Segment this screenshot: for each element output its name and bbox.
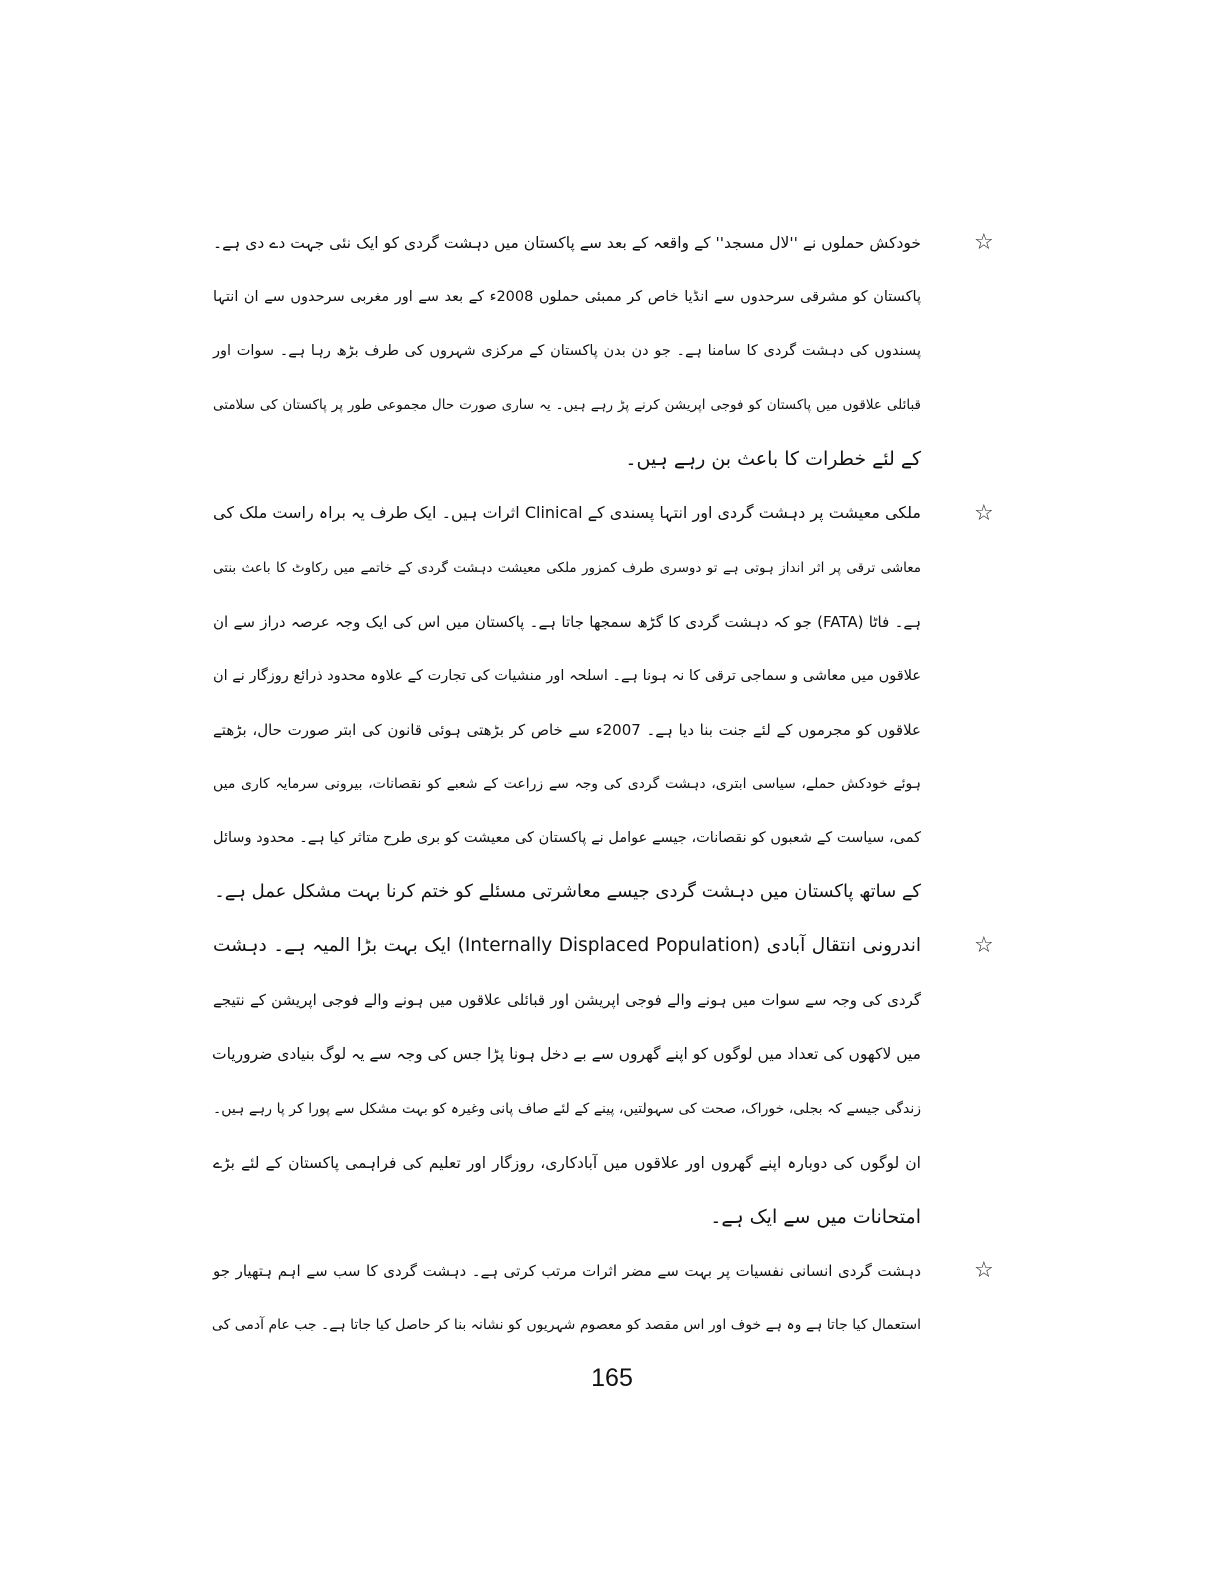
text-line: کے ساتھ پاکستان میں دہشت گردی جیسے معاشرتی مسئلے کو ختم کرنا بہت مشکل عمل ہے۔ bbox=[214, 881, 921, 903]
text-line: امتحانات میں سے ایک ہے۔ bbox=[710, 1205, 921, 1228]
text-line: اندرونی انتقال آبادی (Internally Displaced Population) ایک بہت بڑا المیہ ہے۔ دہشت bbox=[213, 935, 921, 957]
paragraph-suicide-attacks bbox=[213, 216, 921, 486]
text-line: علاقوں میں معاشی و سماجی ترقی کا نہ ہونا ہے۔ اسلحہ اور منشیات کی تجارت کے علاوہ محدود ذرائع روزگار نے ان bbox=[213, 667, 921, 684]
text-line: ان لوگوں کی دوبارہ اپنے گھروں اور علاقوں میں آبادکاری، روزگار اور تعلیم کی فراہمی پاکستان کے لئے بڑے bbox=[213, 1153, 921, 1172]
page-number: 165 bbox=[591, 1364, 633, 1392]
star-outline-icon: ☆ bbox=[974, 500, 994, 526]
text-line: ملکی معیشت پر دہشت گردی اور انتہا پسندی کے Clinical اثرات ہیں۔ ایک طرف یہ براہ راست ملک کی bbox=[213, 503, 921, 523]
text-line: میں لاکھوں کی تعداد میں لوگوں کو اپنے گھروں سے بے دخل ہونا پڑا جس کی وجہ سے یہ لوگ بنیادی ضروریات bbox=[211, 1045, 921, 1064]
paragraph-economy bbox=[213, 486, 921, 919]
text-line: قبائلی علاقوں میں پاکستان کو فوجی اپریشن کرنے پڑ رہے ہیں۔ یہ ساری صورت حال مجموعی طور پر پاکستان کی سلامتی bbox=[213, 397, 921, 414]
text-line: استعمال کیا جاتا ہے وہ ہے خوف اور اس مقصد کو معصوم شہریوں کو نشانہ بنا کر حاصل کیا جاتا ہے۔ جب عام آدمی کی bbox=[211, 1316, 921, 1333]
body-text bbox=[213, 216, 921, 1352]
star-outline-icon: ☆ bbox=[974, 1257, 994, 1283]
star-outline-icon: ☆ bbox=[974, 230, 994, 255]
text-line: ہے۔ فاٹا (FATA) جو کہ دہشت گردی کا گڑھ سمجھا جاتا ہے۔ پاکستان میں اس کی ایک وجہ عرصہ دراز سے ان bbox=[213, 612, 921, 631]
text-line: ہوئے خودکش حملے، سیاسی ابتری، دہشت گردی کی وجہ سے زراعت کے شعبے کو نقصانات، بیرونی سرمایہ کاری میں bbox=[213, 775, 921, 792]
text-line: گردی کی وجہ سے سوات میں ہونے والے فوجی اپریشن اور قبائلی علاقوں میں ہونے والے فوجی اپریشن کے نتیجے bbox=[213, 991, 921, 1010]
text-line: خودکش حملوں نے ''لال مسجد'' کے واقعہ کے بعد سے پاکستان میں دہشت گردی کو ایک نئی جہت دے دی ہے۔ bbox=[213, 234, 921, 252]
text-line: معاشی ترقی پر اثر انداز ہوتی ہے تو دوسری طرف کمزور ملکی معیشت دہشت گردی کے خاتمے میں رکاوٹ کا باعث بنتی bbox=[213, 559, 921, 576]
text-line: کمی، سیاست کے شعبوں کو نقصانات، جیسے عوامل نے پاکستان کی معیشت کو بری طرح متاثر کیا ہے۔ محدود وسائل bbox=[213, 830, 921, 847]
text-line: پاکستان کو مشرقی سرحدوں سے انڈیا خاص کر ممبئی حملوں 2008ء کے بعد سے اور مغربی سرحدوں سے ان انتہا bbox=[213, 289, 921, 306]
paragraph-displaced-population bbox=[213, 919, 921, 1244]
text-line: پسندوں کی دہشت گردی کا سامنا ہے۔ جو دن بدن پاکستان کے مرکزی شہروں کی طرف بڑھ رہا ہے۔ سوات اور bbox=[213, 343, 921, 360]
text-line: دہشت گردی انسانی نفسیات پر بہت سے مضر اثرات مرتب کرتی ہے۔ دہشت گردی کا سب سے اہم ہتھیار جو bbox=[213, 1261, 921, 1280]
text-line: کے لئے خطرات کا باعث بن رہے ہیں۔ bbox=[625, 448, 921, 471]
text-line: زندگی جیسے کہ بجلی، خوراک، صحت کی سہولتیں، پینے کے لئے صاف پانی وغیرہ کو بہت مشکل سے پورا کر پا رہے ہیں۔ bbox=[213, 1100, 921, 1117]
star-outline-icon: ☆ bbox=[974, 933, 994, 959]
paragraph-psychology bbox=[213, 1244, 921, 1352]
text-line: علاقوں کو مجرموں کے لئے جنت بنا دیا ہے۔ 2007ء سے خاص کر بڑھتی ہوئی قانون کی ابتر صورت حال، بڑھتے bbox=[213, 720, 921, 739]
